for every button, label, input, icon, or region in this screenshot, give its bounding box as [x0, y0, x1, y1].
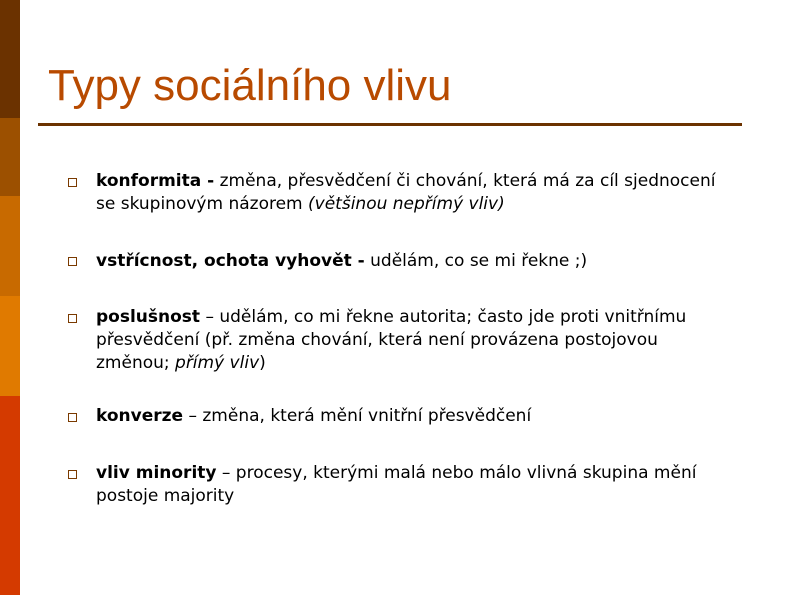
item-text	[96, 170, 736, 216]
item-note: přímý vliv	[175, 353, 260, 373]
item-term: konformita -	[96, 171, 215, 191]
item-text	[96, 462, 736, 508]
slide-title: Typy sociálního vlivu	[48, 61, 452, 110]
square-bullet-icon	[68, 178, 77, 187]
item-description: změna, přesvědčení či chování, která má za cíl sjednocení se skupinovým názorem	[96, 171, 716, 214]
item-term: vstřícnost, ochota vyhovět -	[96, 251, 365, 271]
sidebar-segment	[0, 296, 20, 396]
square-bullet-icon	[68, 314, 77, 323]
item-tail: )	[259, 353, 266, 373]
square-bullet-icon	[68, 413, 77, 422]
item-term: vliv minority	[96, 463, 217, 483]
item-note: (většinou nepřímý vliv)	[308, 194, 505, 214]
sidebar-segment	[0, 196, 20, 296]
sidebar-segment	[0, 118, 20, 196]
item-text	[96, 250, 736, 273]
item-description: – procesy, kterými malá nebo málo vlivná skupina mění postoje majority	[96, 463, 697, 506]
title-underline	[38, 123, 742, 126]
item-description: – udělám, co mi řekne autorita; často jde proti vnitřnímu přesvědčení (př. změna chování, která není provázena postojovou změnou;	[96, 307, 687, 373]
sidebar-accent-bar	[0, 0, 20, 595]
square-bullet-icon	[68, 257, 77, 266]
square-bullet-icon	[68, 470, 77, 479]
item-description: – změna, která mění vnitřní přesvědčení	[188, 406, 532, 426]
item-text	[96, 405, 736, 428]
sidebar-segment	[0, 0, 20, 118]
item-text	[96, 306, 736, 375]
item-term: poslušnost	[96, 307, 201, 327]
item-term: konverze	[96, 406, 184, 426]
sidebar-segment	[0, 396, 20, 595]
item-description: udělám, co se mi řekne ;)	[370, 251, 588, 271]
